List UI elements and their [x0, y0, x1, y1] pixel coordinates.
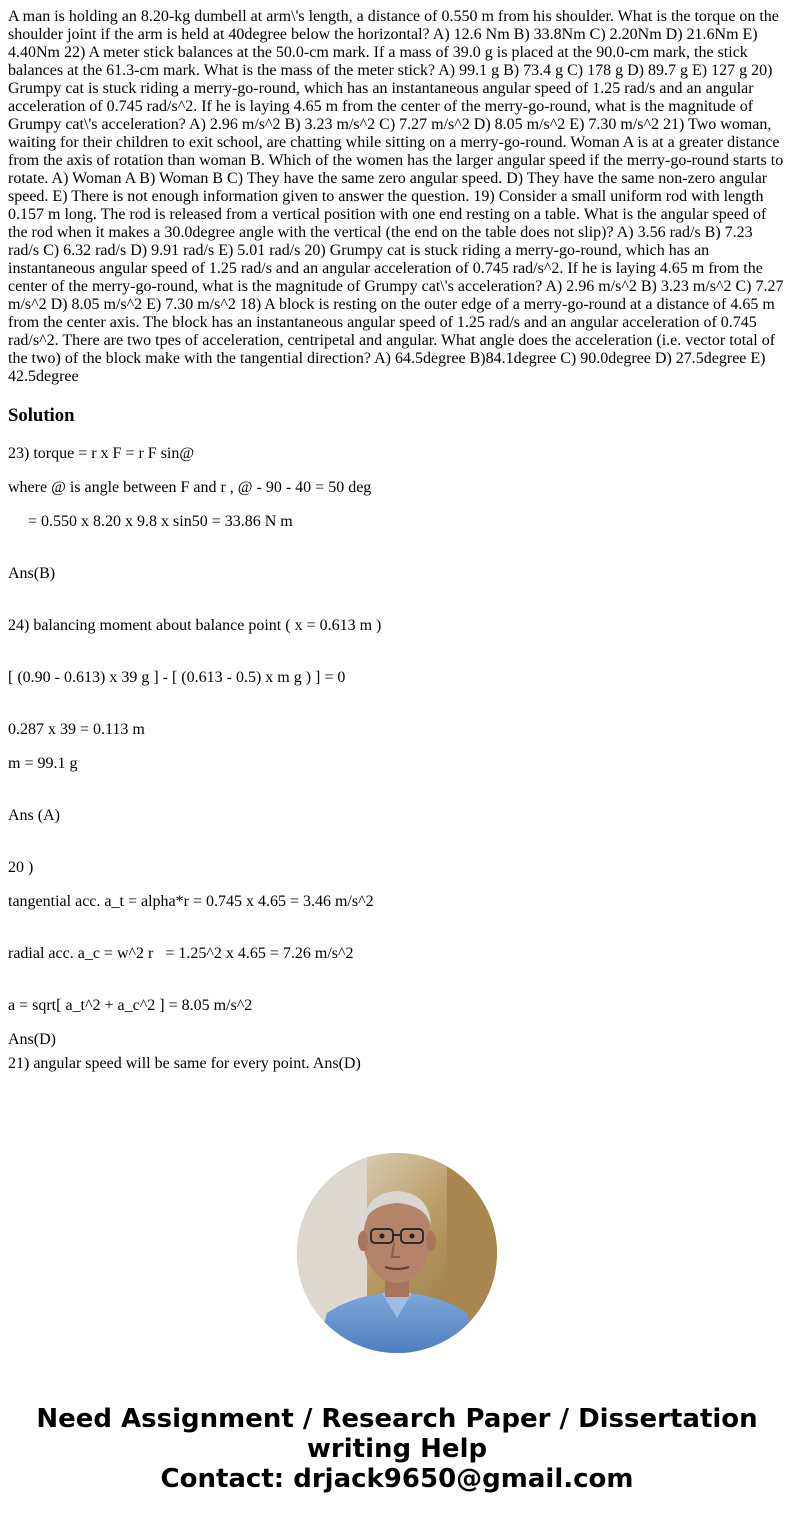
- solution-line: 21) angular speed will be same for every point. Ans(D): [8, 1055, 361, 1072]
- solution-line: where @ is angle between F and r , @ - 90 - 40 = 50 deg: [8, 479, 372, 496]
- solution-line: m = 99.1 g: [8, 755, 78, 772]
- footer-promo: [0, 1404, 794, 1494]
- solution-line: Ans(D): [8, 1031, 56, 1048]
- solution-line: = 0.550 x 8.20 x 9.8 x sin50 = 33.86 N m: [8, 513, 293, 530]
- solution-line: radial acc. a_c = w^2 r = 1.25^2 x 4.65 = 7.26 m/s^2: [8, 945, 354, 962]
- question-text: A man is holding an 8.20-kg dumbell at arm\'s length, a distance of 0.550 m from his shoulder. What is the torque on the shoulder joint if the arm is held at 40degree below the horizontal? A) 12.6 Nm B) 33.8Nm C) 2.20Nm D) 21.6Nm E) 4.40Nm 22) A meter stick balances at the 50.0-cm mark. If a mass of 39.0 g is placed at the 90.0-cm mark, the stick balances at the 61.3-cm mark. What is the mass of the meter stick? A) 99.1 g B) 73.4 g C) 178 g D) 89.7 g E) 127 g 20) Grumpy cat is stuck riding a merry-go-round, which has an instantaneous angular speed of 1.25 rad/s and an angular acceleration of 0.745 rad/s^2. If he is laying 4.65 m from the center of the merry-go-round, what is the magnitude of Grumpy cat\'s acceleration? A) 2.96 m/s^2 B) 3.23 m/s^2 C) 7.27 m/s^2 D) 8.05 m/s^2 E) 7.30 m/s^2 21) Two woman, waiting for their children to exit school, are chatting while sitting on a merry-go-round. Woman A is at a greater distance from the axis of rotation than woman B. Which of the women has the larger angular speed if the merry-go-round starts to rotate. A) Woman A B) Woman B C) They have the same zero angular speed. D) They have the same non-zero angular speed. E) There is not enough information given to answer the question. 19) Consider a small uniform rod with length 0.157 m long. The rod is released from a vertical position with one end resting on a table. What is the angular speed of the rod when it makes a 30.0degree angle with the vertical (the end on the table does not slip)? A) 3.56 rad/s B) 7.23 rad/s C) 6.32 rad/s D) 9.91 rad/s E) 5.01 rad/s 20) Grumpy cat is stuck riding a merry-go-round, which has an instantaneous angular speed of 1.25 rad/s and an angular acceleration of 0.745 rad/s^2. If he is laying 4.65 m from the center of the merry-go-round, what is the magnitude of Grumpy cat\'s acceleration? A) 2.96 m/s^2 B) 3.23 m/s^2 C) 7.27 m/s^2 D) 8.05 m/s^2 E) 7.30 m/s^2 18) A block is resting on the outer edge of a merry-go-round at a distance of 4.65 m from the center axis. The block has an instantaneous angular speed of 1.25 rad/s and an angular acceleration of 0.745 rad/s^2. There are two tpes of acceleration, centripetal and angular. What angle does the acceleration (i.e. vector total of the two) of the block make with the tangential direction? A) 64.5degree B)84.1degree C) 90.0degree D) 27.5degree E) 42.5degree: [8, 8, 784, 385]
- footer-line-1: Need Assignment / Research Paper / Dissertation: [36, 1404, 758, 1434]
- solution-line: 23) torque = r x F = r F sin@: [8, 445, 195, 462]
- solution-line: [ (0.90 - 0.613) x 39 g ] - [ (0.613 - 0.5) x m g ) ] = 0: [8, 669, 346, 686]
- avatar: [297, 1153, 497, 1353]
- solution-heading: Solution: [8, 405, 75, 426]
- solution-line: tangential acc. a_t = alpha*r = 0.745 x 4.65 = 3.46 m/s^2: [8, 893, 374, 910]
- avatar-portrait: [297, 1153, 497, 1353]
- solution-line: 24) balancing moment about balance point ( x = 0.613 m ): [8, 617, 382, 634]
- solution-line: Ans (A): [8, 807, 60, 824]
- solution-line: 20 ): [8, 859, 34, 876]
- solution-line: a = sqrt[ a_t^2 + a_c^2 ] = 8.05 m/s^2: [8, 997, 253, 1014]
- footer-contact: Contact: drjack9650@gmail.com: [160, 1464, 634, 1494]
- solution-line: Ans(B): [8, 565, 56, 582]
- solution-line: 0.287 x 39 = 0.113 m: [8, 721, 145, 738]
- footer-line-2: writing Help: [306, 1434, 488, 1464]
